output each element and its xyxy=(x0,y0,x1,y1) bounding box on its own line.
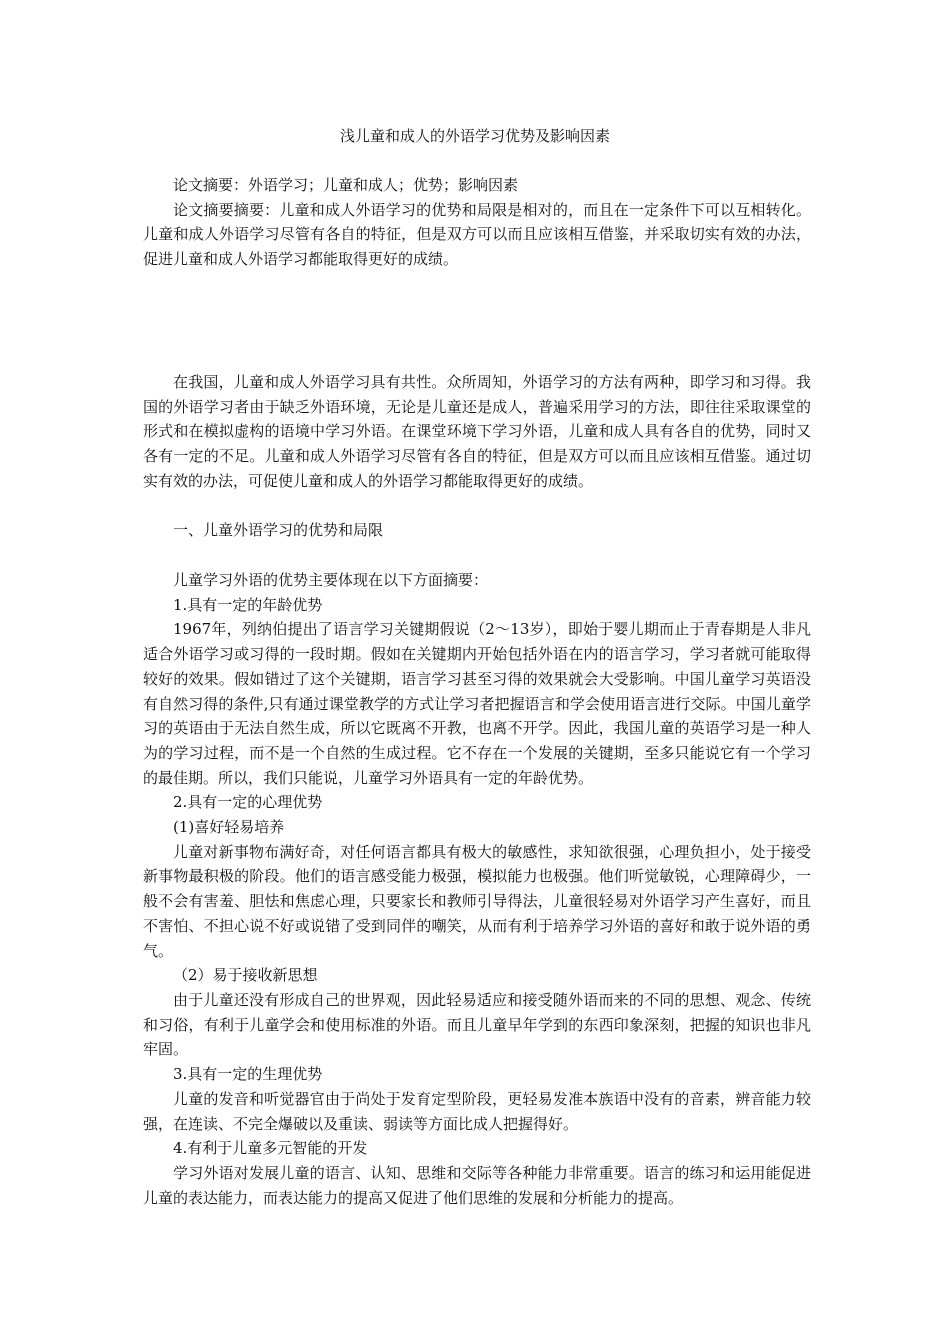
section1-heading: 一、儿童外语学习的优势和局限 xyxy=(173,521,384,540)
item4-paragraph: 学习外语对发展儿童的语言、认知、思维和交际等各种能力非常重要。语言的练习和运用能促进儿童的表达能力，而表达能力的提高又促进了他们思维的发展和分析能力的提高。 xyxy=(143,1163,811,1207)
item1-paragraph: 1967年，列纳伯提出了语言学习关键期假说（2～13岁），即始于婴儿期而止于青春期是人非凡适合外语学习或习得的一段时期。假如在关键期内开始包括外语在内的语言学习，学习者就可能取得较好的效果。假如错过了这个关键期，语言学习甚至习得的效果就会大受影响。中国儿童学习英语没有自然习得的条件,只有通过课堂教学的方式让学习者把握语言和学会使用语言进行交际。中国儿童学习的英语由于无法自然生成，所以它既离不开教，也离不开学。因此，我国儿童的英语学习是一种人为的学习过程，而不是一个自然的生成过程。它不存在一个发展的关键期，至多只能说它有一个学习的最佳期。所以，我们只能说，儿童学习外语具有一定的年龄优势。 xyxy=(143,620,811,787)
abstract-paragraph: 论文摘要摘要：儿童和成人外语学习的优势和局限是相对的，而且在一定条件下可以互相转化。儿童和成人外语学习尽管有各自的特征，但是双方可以而且应该相互借鉴，并采取切实有效的办法，促进儿童和成人外语学习都能取得更好的成绩。 xyxy=(143,200,811,269)
item2-sub1-heading: (1)喜好轻易培养 xyxy=(173,818,285,837)
item2-heading: 2.具有一定的心理优势 xyxy=(173,793,323,812)
blank-space xyxy=(143,272,811,321)
document-title: 浅儿童和成人的外语学习优势及影响因素 xyxy=(339,127,610,145)
item1-heading: 1.具有一定的年龄优势 xyxy=(173,595,323,614)
keywords-line: 论文摘要：外语学习；儿童和成人；优势；影响因素 xyxy=(173,176,519,194)
blank-space xyxy=(143,493,811,518)
item2-sub1-paragraph: 儿童对新事物布满好奇，对任何语言都具有极大的敏感性，求知欲很强，心理负担小，处于接受新事物最积极的阶段。他们的语言感受能力极强，模拟能力也极强。他们听觉敏锐，心理障碍少，一般不会有害羞、胆怯和焦虑心理，只要家长和教师引导得法，儿童很轻易对外语学习产生喜好，而且不害怕、不担心说不好或说错了受到同伴的嘲笑，从而有利于培养学习外语的喜好和敢于说外语的勇气。 xyxy=(143,842,811,960)
item2-sub2-paragraph: 由于儿童还没有形成自己的世界观，因此轻易适应和接受随外语而来的不同的思想、观念、传统和习俗，有利于儿童学会和使用标准的外语。而且儿童早年学到的东西印象深刻，把握的知识也非凡牢固。 xyxy=(143,990,811,1059)
item3-paragraph: 儿童的发音和听觉器官由于尚处于发育定型阶段，更轻易发准本族语中没有的音素，辨音能力较强，在连读、不完全爆破以及重读、弱读等方面比成人把握得好。 xyxy=(143,1089,811,1133)
item4-heading: 4.有利于儿童多元智能的开发 xyxy=(173,1139,368,1158)
intro-paragraph: 在我国，儿童和成人外语学习具有共性。众所周知，外语学习的方法有两种，即学习和习得。我国的外语学习者由于缺乏外语环境，无论是儿童还是成人，普遍采用学习的方法，即往往采取课堂的形式和在模拟虚构的语境中学习外语。在课堂环境下学习外语，儿童和成人具有各自的优势，同时又各有一定的不足。儿童和成人外语学习尽管有各自的特征，但是双方可以而且应该相互借鉴。通过切实有效的办法，可促使儿童和成人的外语学习都能取得更好的成绩。 xyxy=(143,372,811,490)
item3-heading: 3.具有一定的生理优势 xyxy=(173,1065,323,1084)
document-body xyxy=(143,173,811,1210)
blank-space xyxy=(143,543,811,568)
blank-space xyxy=(143,321,811,370)
item2-sub2-heading: （2）易于接收新思想 xyxy=(173,966,318,985)
section1-lead: 儿童学习外语的优势主要体现在以下方面摘要： xyxy=(173,571,489,590)
